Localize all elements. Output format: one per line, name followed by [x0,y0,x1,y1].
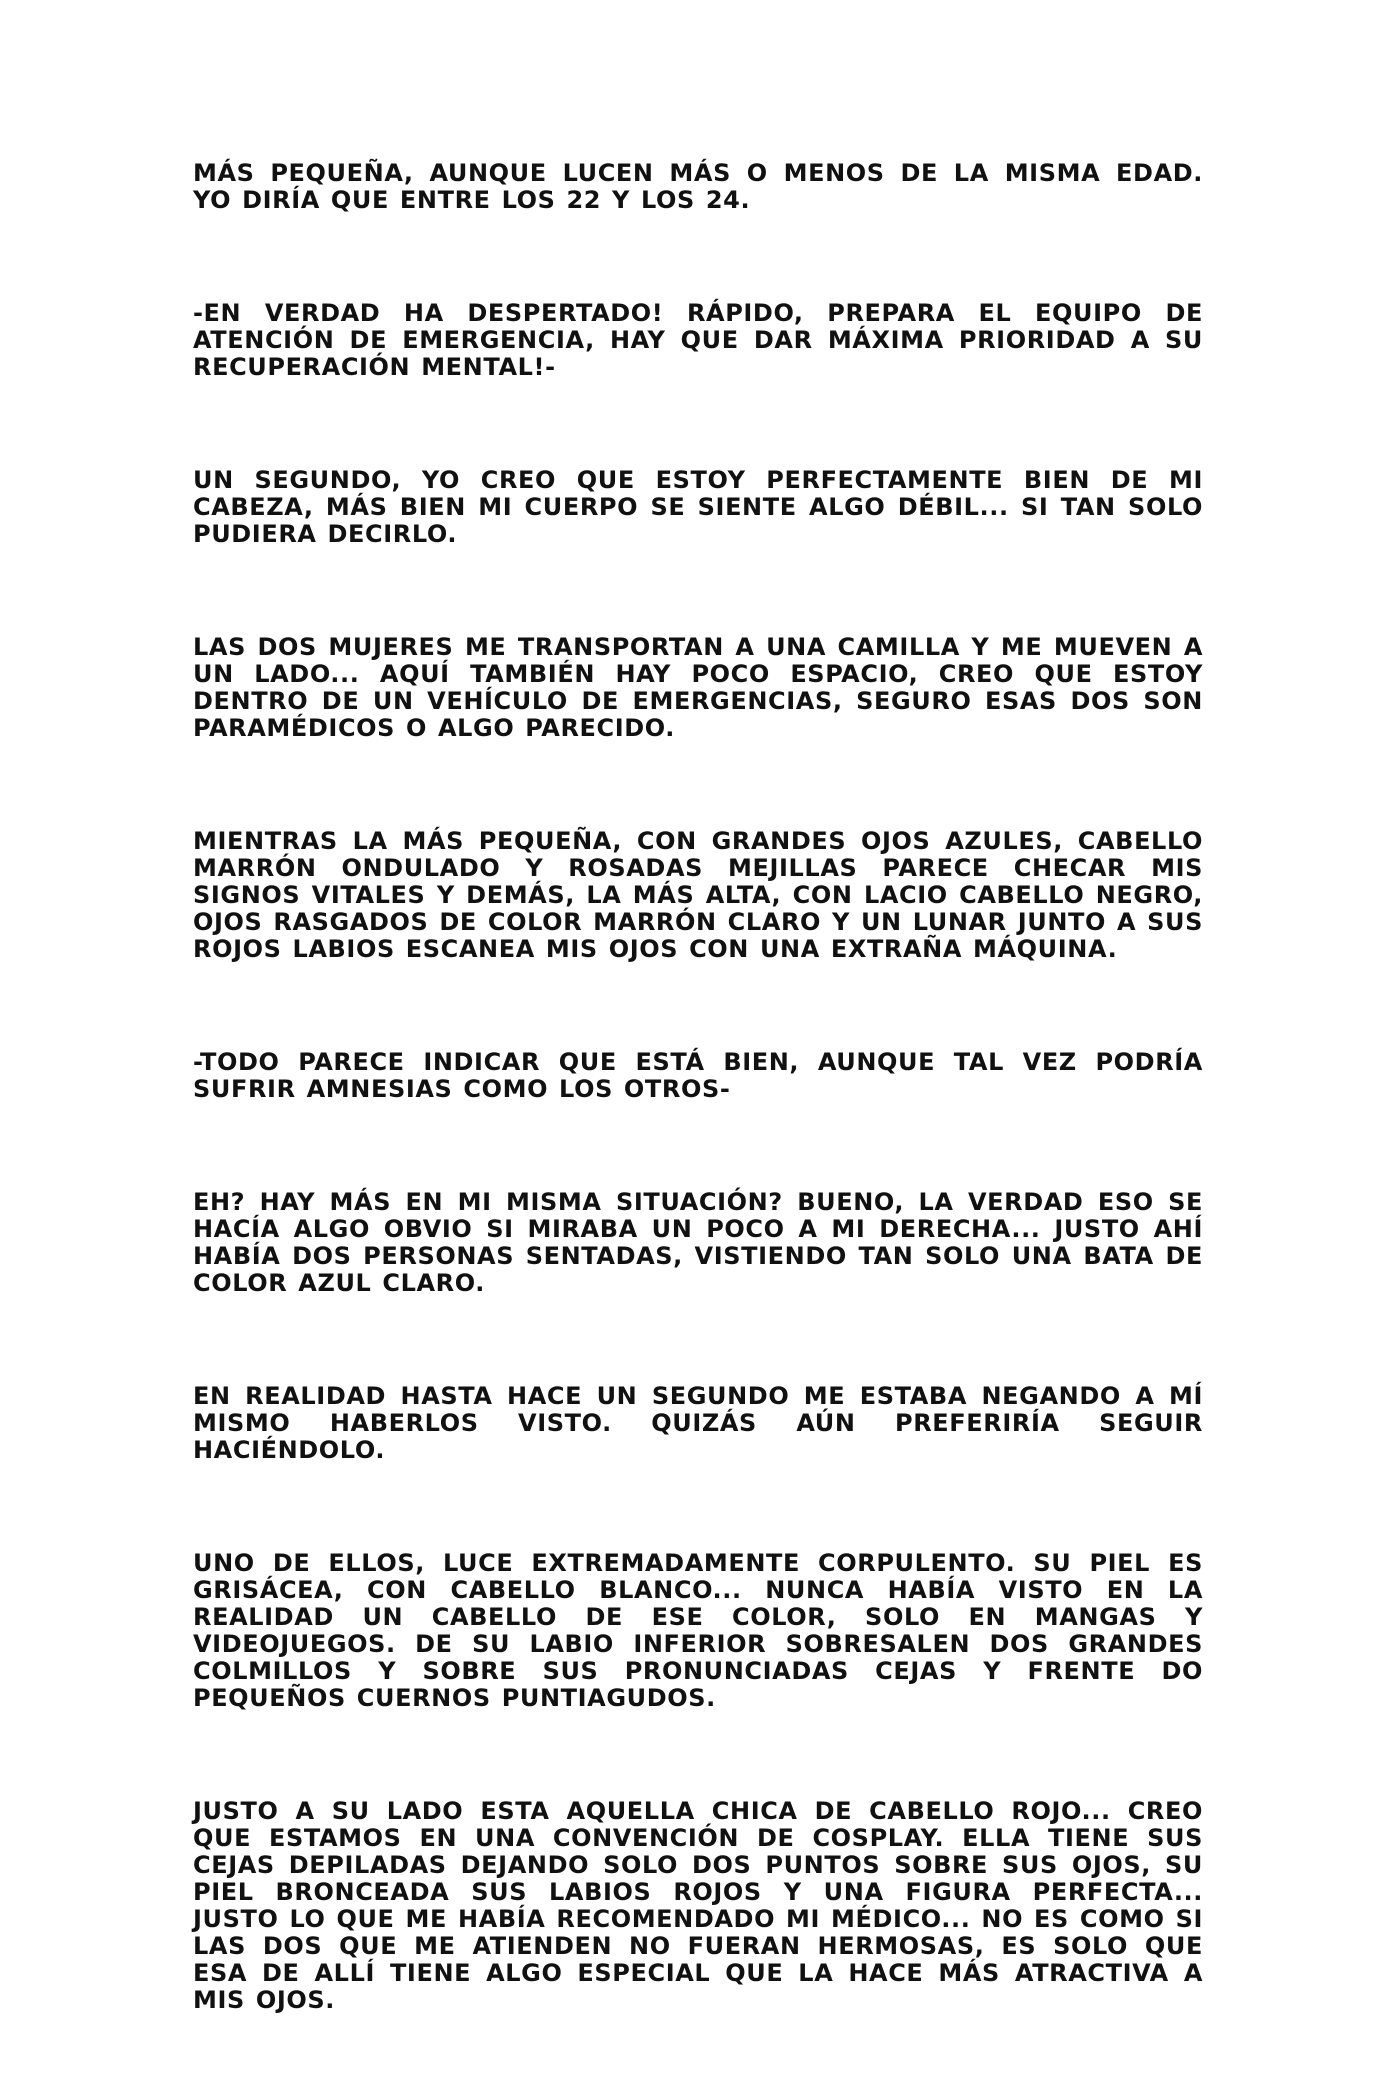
paragraph-7: EH? HAY MÁS EN MI MISMA SITUACIÓN? BUENO, LA VERDAD ESO SE HACÍA ALGO OBVIO SI MIRABA UN POCO A MI DERECHA... JUSTO AHÍ HABÍA DOS PERSONAS SENTADAS, VISTIENDO TAN SOLO UNA BATA DE COLOR AZUL CLARO. [193,1188,1203,1297]
paragraph-2: -EN VERDAD HA DESPERTADO! RÁPIDO, PREPARA EL EQUIPO DE ATENCIÓN DE EMERGENCIA, HAY QUE DAR MÁXIMA PRIORIDAD A SU RECUPERACIÓN MENTAL!- [193,299,1203,381]
paragraph-3: UN SEGUNDO, YO CREO QUE ESTOY PERFECTAMENTE BIEN DE MI CABEZA, MÁS BIEN MI CUERPO SE SIENTE ALGO DÉBIL... SI TAN SOLO PUDIERA DECIRLO. [193,466,1203,548]
paragraph-5: MIENTRAS LA MÁS PEQUEÑA, CON GRANDES OJOS AZULES, CABELLO MARRÓN ONDULADO Y ROSADAS MEJILLAS PARECE CHECAR MIS SIGNOS VITALES Y DEMÁS, LA MÁS ALTA, CON LACIO CABELLO NEGRO, OJOS RASGADOS DE COLOR MARRÓN CLARO Y UN LUNAR JUNTO A SUS ROJOS LABIOS ESCANEA MIS OJOS CON UNA EXTRAÑA MÁQUINA. [193,827,1203,963]
paragraph-4: LAS DOS MUJERES ME TRANSPORTAN A UNA CAMILLA Y ME MUEVEN A UN LADO... AQUÍ TAMBIÉN HAY POCO ESPACIO, CREO QUE ESTOY DENTRO DE UN VEHÍCULO DE EMERGENCIAS, SEGURO ESAS DOS SON PARAMÉDICOS O ALGO PARECIDO. [193,633,1203,742]
paragraph-6: -TODO PARECE INDICAR QUE ESTÁ BIEN, AUNQUE TAL VEZ PODRÍA SUFRIR AMNESIAS COMO LOS OTROS- [193,1048,1203,1103]
paragraph-1: MÁS PEQUEÑA, AUNQUE LUCEN MÁS O MENOS DE LA MISMA EDAD. YO DIRÍA QUE ENTRE LOS 22 Y LOS 24. [193,159,1203,214]
paragraph-8: EN REALIDAD HASTA HACE UN SEGUNDO ME ESTABA NEGANDO A MÍ MISMO HABERLOS VISTO. QUIZÁS AÚN PREFERIRÍA SEGUIR HACIÉNDOLO. [193,1382,1203,1464]
document-body [193,160,1203,2100]
paragraph-9: UNO DE ELLOS, LUCE EXTREMADAMENTE CORPULENTO. SU PIEL ES GRISÁCEA, CON CABELLO BLANCO... NUNCA HABÍA VISTO EN LA REALIDAD UN CABELLO DE ESE COLOR, SOLO EN MANGAS Y VIDEOJUEGOS. DE SU LABIO INFERIOR SOBRESALEN DOS GRANDES COLMILLOS Y SOBRE SUS PRONUNCIADAS CEJAS Y FRENTE DO PEQUEÑOS CUERNOS PUNTIAGUDOS. [193,1549,1203,1712]
paragraph-10: JUSTO A SU LADO ESTA AQUELLA CHICA DE CABELLO ROJO... CREO QUE ESTAMOS EN UNA CONVENCIÓN DE COSPLAY. ELLA TIENE SUS CEJAS DEPILADAS DEJANDO SOLO DOS PUNTOS SOBRE SUS OJOS, SU PIEL BRONCEADA SUS LABIOS ROJOS Y UNA FIGURA PERFECTA... JUSTO LO QUE ME HABÍA RECOMENDADO MI MÉDICO... NO ES COMO SI LAS DOS QUE ME ATIENDEN NO FUERAN HERMOSAS, ES SOLO QUE ESA DE ALLÍ TIENE ALGO ESPECIAL QUE LA HACE MÁS ATRACTIVA A MIS OJOS. [193,1797,1203,2014]
